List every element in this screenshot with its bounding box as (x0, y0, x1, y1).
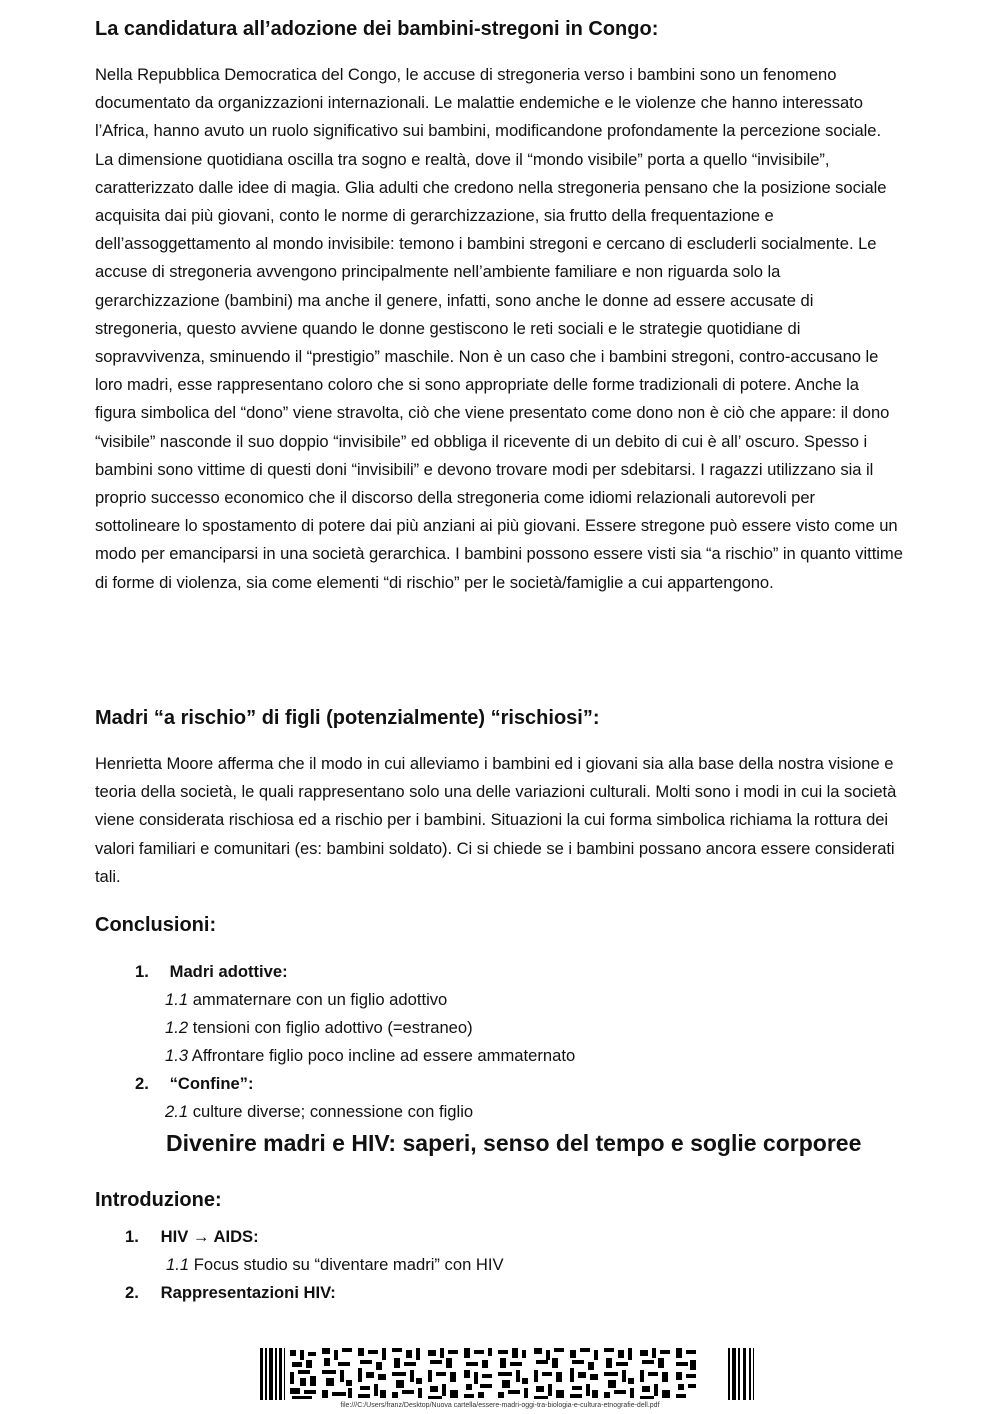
list-item-label: Rappresentazioni HIV: (160, 1283, 336, 1302)
list-item-label: HIV → AIDS: (160, 1227, 259, 1246)
list-number: 1. (125, 1227, 139, 1246)
sub-item-number: 1.2 (165, 1018, 189, 1037)
sub-item-number: 1.3 (165, 1046, 189, 1065)
sub-item-number: 1.1 (166, 1255, 190, 1274)
sub-item-text: Focus studio su “diventare madri” con HIV (193, 1255, 504, 1274)
sub-item-text: ammaternare con un figlio adottivo (192, 990, 448, 1009)
list-item-label: Madri adottive: (169, 962, 288, 981)
list-number: 1. (135, 962, 149, 981)
list-item (125, 1279, 336, 1307)
paragraph-candidatura: Nella Repubblica Democratica del Congo, le accuse di stregoneria verso i bambini sono un fenomeno documentato da organizzazioni internazionali. Le malattie endemiche e le violenze che hanno interessato l’Africa, hanno avuto un ruolo significativo sui bambini, modificandone profondamente la percezione sociale. La dimensione quotidiana oscilla tra sogno e realtà, dove il “mondo visibile” porta a quello “invisibile”, caratterizzato dalle idee di magia. Glia adulti che credono nella stregoneria pensano che la posizione sociale acquisita dai più giovani, conto le norme di gerarchizzazione, sia frutto della frequentazione e dell’assoggettamento al mondo invisibile: temono i bambini stregoni e cercano di escluderli socialmente. Le accuse di stregoneria avvengono principalmente nell’ambiente familiare e non riguarda solo la gerarchizzazione (bambini) ma anche il genere, infatti, sono anche le donne ad essere accusate di stregoneria, questo avviene quando le donne gestiscono le reti sociali e le strategie quotidiane di sopravvivenza, sminuendo il “prestigio” maschile. Non è un caso che i bambini stregoni, contro-accusano le loro madri, esse rappresentano coloro che si sono appropriate delle forme tradizionali di potere. Anche la figura simbolica del “dono” viene stravolta, ciò che viene presentato come dono non è ciò che appare: il dono “visibile” nasconde il suo doppio “invisibile” ed obbliga il ricevente di un debito di cui è all’ oscuro. Spesso i bambini sono vittime di questi doni “invisibili” e devono trovare modi per sdebitarsi. I ragazzi utilizzano sia il proprio successo economico che il discorso della stregoneria come idiomi relazionali autorevoli per sottolineare lo spostamento di potere dai più anziani ai più giovani. Essere stregone può essere visto come un modo per emanciparsi in una società gerarchica. I bambini possono essere visti sia “a rischio” in quanto vittime di forme di violenza, sia come elementi “di rischio” per le società/famiglie a cui appartengono. (95, 65, 903, 592)
sub-item (166, 1251, 504, 1279)
sub-item (165, 1014, 473, 1042)
sub-item (165, 1098, 473, 1126)
sub-item (165, 986, 447, 1014)
paragraph-madri-a-rischio: Henrietta Moore afferma che il modo in cui alleviamo i bambini ed i giovani sia alla base della nostra visione e teoria della società, le quali rappresentano solo una delle variazioni culturali. Molti sono i modi in cui la società viene considerata rischiosa ed a rischio per i bambini. Situazioni la cui forma simbolica richiama la rottura dei valori familiari e comunitari (es: bambini soldato). Ci si chiede se i bambini possano ancora essere considerati tali. (95, 754, 897, 886)
sub-item-text: culture diverse; connessione con figlio (192, 1102, 474, 1121)
list-number: 2. (125, 1283, 139, 1302)
sub-item (165, 1042, 575, 1070)
footer-file-path: file:///C:/Users/franz/Desktop/Nuova cartella/essere-madri-oggi-tra-biologia-e-cultura-etnografie-dell.pdf (340, 1402, 660, 1409)
list-item (135, 958, 288, 986)
section-heading-conclusioni: Conclusioni: (95, 914, 217, 936)
section-heading-candidatura: La candidatura all’adozione dei bambini-stregoni in Congo: (95, 18, 659, 40)
sub-item-text: Affrontare figlio poco incline ad essere ammaternato (191, 1046, 576, 1065)
section-heading-madri-a-rischio: Madri “a rischio” di figli (potenzialmente) “rischiosi”: (95, 707, 600, 729)
list-item (125, 1223, 259, 1251)
chapter-title: Divenire madri e HIV: saperi, senso del tempo e soglie corporee (166, 1130, 862, 1156)
barcode-image (260, 1348, 754, 1400)
list-item-label: “Confine”: (169, 1074, 254, 1093)
section-heading-introduzione: Introduzione: (95, 1189, 222, 1211)
sub-item-text: tensioni con figlio adottivo (=estraneo) (192, 1018, 473, 1037)
sub-item-number: 2.1 (165, 1102, 189, 1121)
list-item (135, 1070, 254, 1098)
sub-item-number: 1.1 (165, 990, 189, 1009)
list-number: 2. (135, 1074, 149, 1093)
